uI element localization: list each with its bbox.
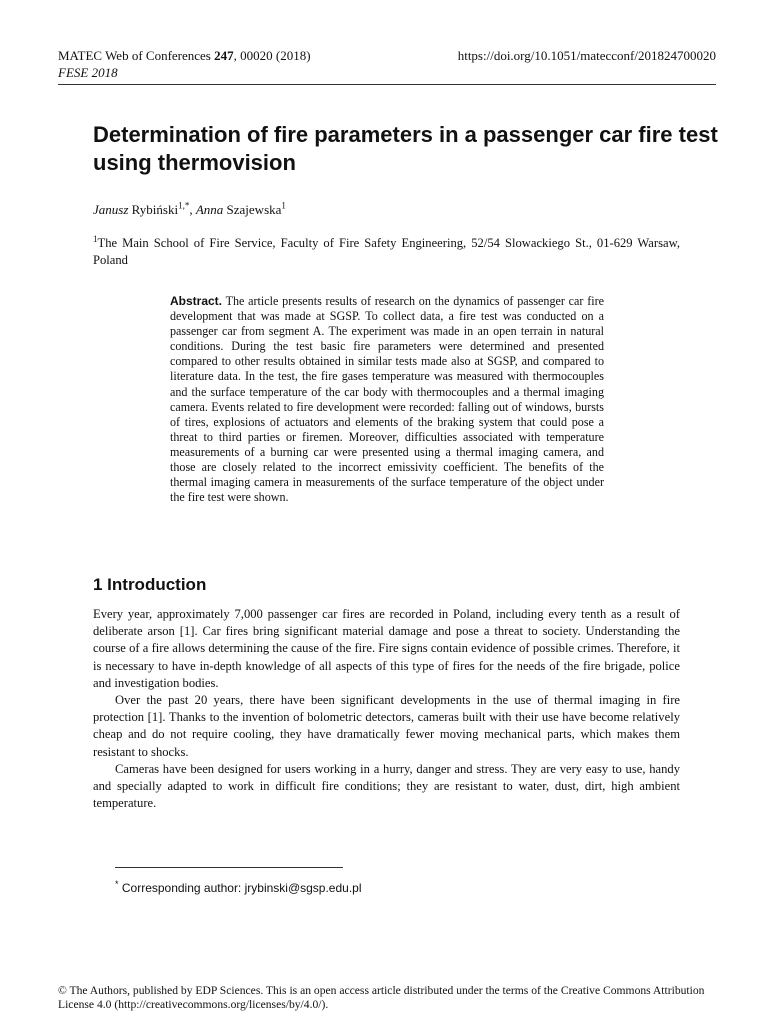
author-first-name: Janusz	[93, 202, 129, 218]
abstract-text: The article presents results of research on the dynamics of passenger car fire development that was made at SGSP. To collect data, a fire test was conducted on a passenger car from segment A. The experiment was made in an open terrain in natural conditions. During the test basic fire parameters were determined and presented compared to other results obtained in similar tests made also at SGSP, and compared to literature data. In the test, the fire gases temperature was measured with thermocouples and the surface temperature of the car body with thermocouples and a thermal imaging camera. Events related to fire development were recorded: falling out of windows, bursts of tires, explosions of actuators and elements of the braking system that could pose a threat to third parties or firemen. Moreover, difficulties associated with temperature measurements of a burning car were presented using a thermal imaging camera, and those are closely related to the incorrect emissivity coefficient. The benefits of the thermal imaging camera in measurements of the surface temperature of the object under the fire test were shown.	[170, 294, 604, 505]
author-affiliation-mark: 1,*	[178, 201, 190, 211]
abstract	[170, 294, 604, 505]
author-last-name: Rybiński	[131, 202, 179, 218]
footnote-divider	[115, 867, 343, 868]
paper-title: Determination of fire parameters in a passenger car fire test using thermovision	[93, 122, 718, 175]
author	[196, 202, 286, 217]
conference-name: FESE 2018	[58, 65, 118, 80]
author-separator: ,	[189, 202, 196, 218]
abstract-label: Abstract.	[170, 294, 223, 308]
author-first-name: Anna	[195, 202, 224, 218]
footnote	[115, 876, 362, 896]
author	[93, 202, 196, 217]
author-affiliation-mark: 1	[281, 201, 286, 211]
journal-volume: 247	[214, 48, 234, 63]
affiliation-mark: 1	[93, 234, 98, 244]
article-info: , 00020 (2018)	[233, 48, 311, 63]
journal-citation	[58, 48, 311, 64]
doi-link[interactable]: https://doi.org/10.1051/matecconf/201824700020	[457, 48, 716, 63]
author-last-name: Szajewska	[226, 202, 282, 218]
affiliation-text: The Main School of Fire Service, Faculty of Fire Safety Engineering, 52/54 Slowackiego St., 01-629 Warsaw, Poland	[93, 236, 680, 268]
section-body	[93, 606, 680, 812]
footnote-mark: *	[115, 879, 119, 889]
journal-name: MATEC Web of Conferences	[58, 48, 211, 63]
paragraph: Over the past 20 years, there have been significant developments in the use of thermal imaging in fire protection [1]. Thanks to the invention of bolometric detectors, cameras built with their use have become relatively cheap and do not require cooling, they have dramatically fewer moving mechanical parts, which makes them resistant to shocks.	[93, 693, 680, 759]
license-notice: © The Authors, published by EDP Sciences. This is an open access article distributed under the terms of the Creative Commons Attribution License 4.0 (http://creativecommons.org/licenses/by/4.0/).	[58, 984, 705, 1011]
header-divider	[58, 84, 716, 85]
affiliation	[93, 231, 680, 269]
paragraph: Every year, approximately 7,000 passenger car fires are recorded in Poland, including every tenth as a result of deliberate arson [1]. Car fires bring significant material damage and pose a threat to society. Understanding the course of a fire allows determining the cause of the fire. Fire signs contain evidence of possible crimes. Therefore, it is necessary to have in-depth knowledge of all aspects of this type of fires for the needs of the fire brigade, police and investigation bodies.	[93, 607, 680, 690]
section-heading: 1 Introduction	[93, 575, 207, 594]
footnote-text: Corresponding author: jrybinski@sgsp.edu.pl	[121, 881, 362, 895]
paragraph: Cameras have been designed for users working in a hurry, danger and stress. They are very easy to use, handy and specially adapted to work in difficult fire conditions; they are resistant to water, dust, dirt, high ambient temperature.	[93, 761, 680, 811]
author-list	[93, 201, 286, 218]
